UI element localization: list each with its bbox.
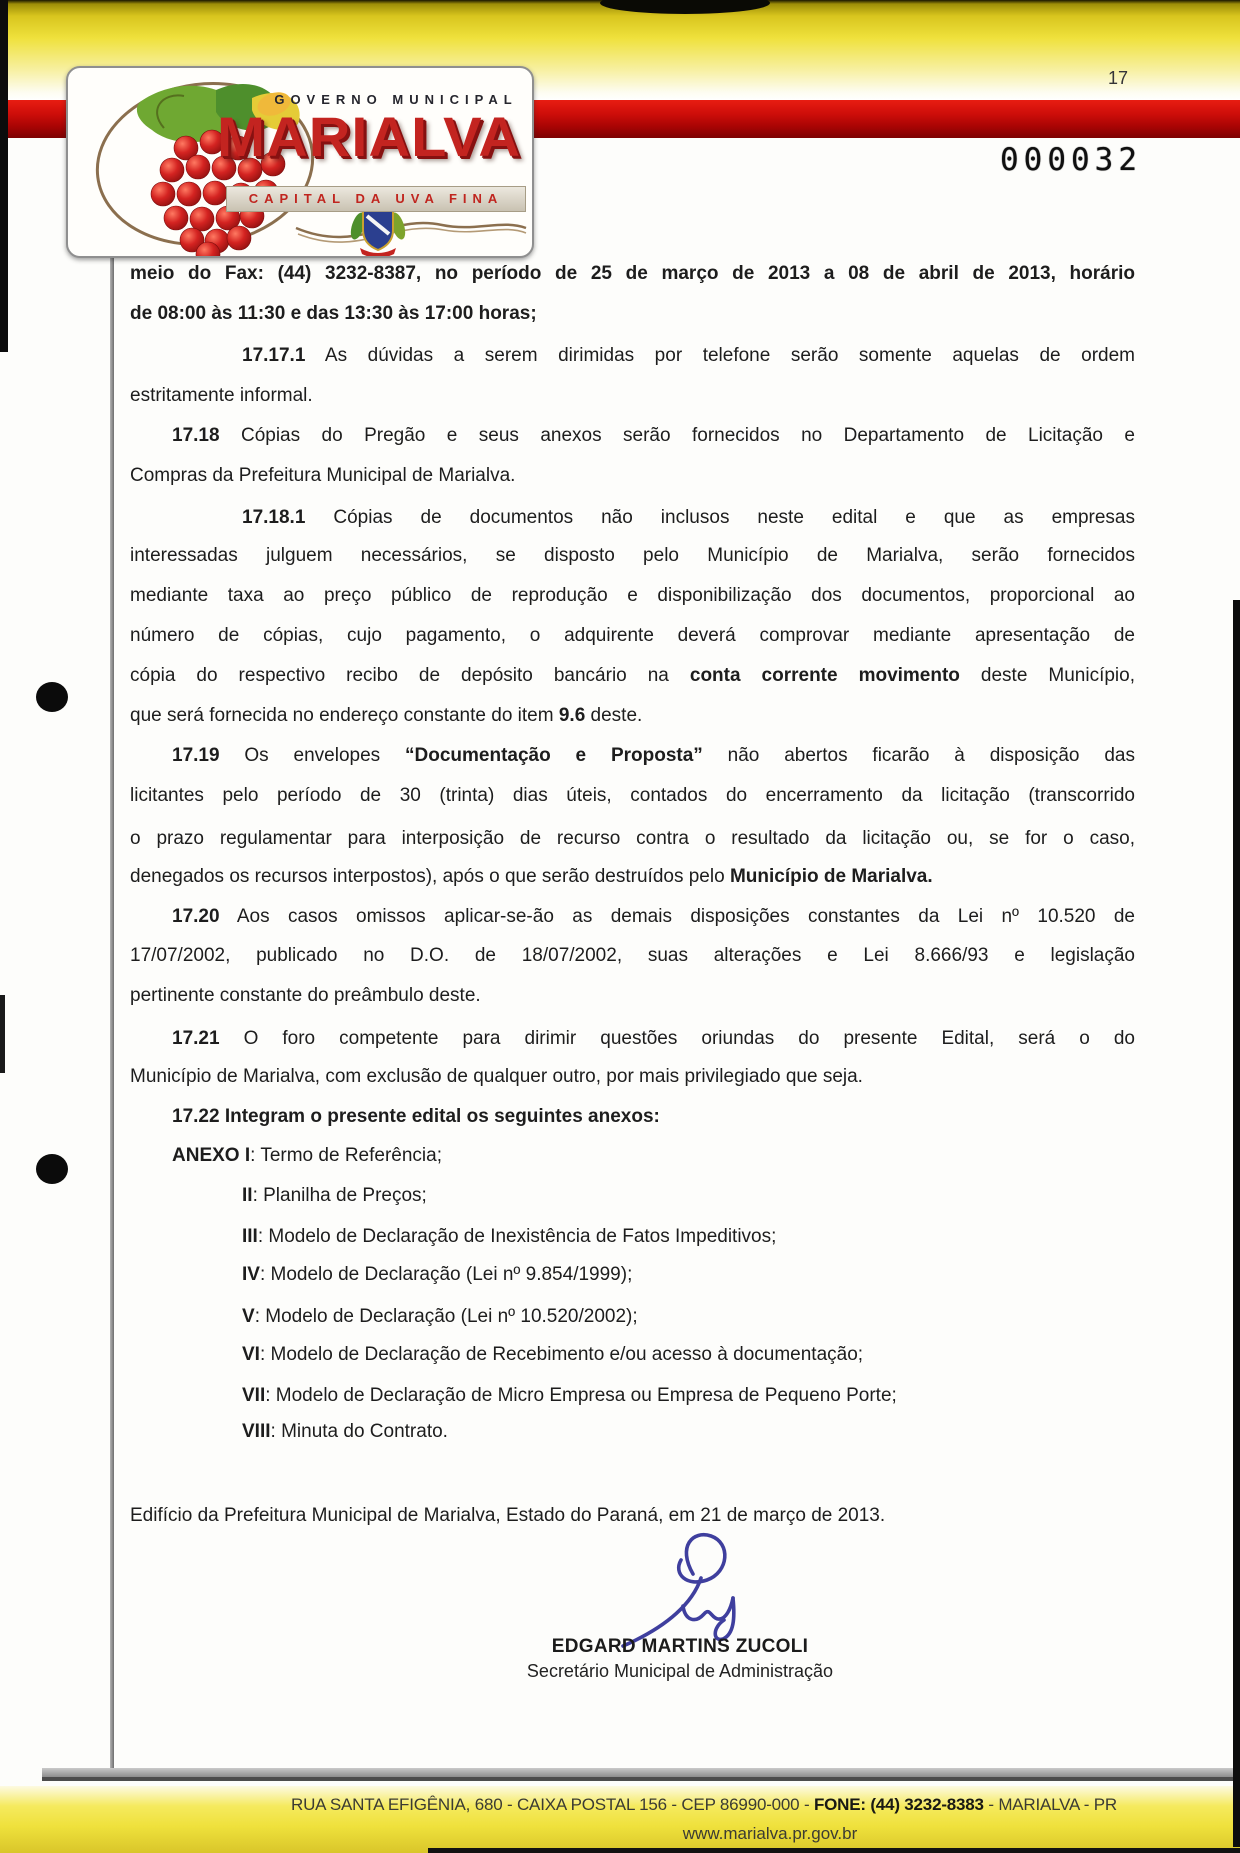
text-line: VII: Modelo de Declaração de Micro Empresa ou Empresa de Pequeno Porte; bbox=[242, 1385, 897, 1406]
text-line: IV: Modelo de Declaração (Lei nº 9.854/1999); bbox=[242, 1264, 633, 1285]
footer-city-state: - MARIALVA - PR bbox=[983, 1795, 1117, 1814]
text-line: 17.22 Integram o presente edital os seguintes anexos: bbox=[172, 1106, 660, 1127]
municipal-logo bbox=[66, 66, 534, 258]
footer-website: www.marialva.pr.gov.br bbox=[682, 1824, 858, 1843]
text-line: estritamente informal. bbox=[130, 385, 313, 406]
text-line: de 08:00 às 11:30 e das 13:30 às 17:00 horas; bbox=[130, 303, 537, 324]
text-line: Edifício da Prefeitura Municipal de Marialva, Estado do Paraná, em 21 de março de 2013. bbox=[130, 1505, 886, 1526]
text-line: 17/07/2002, publicado no D.O. de 18/07/2002, suas alterações e Lei 8.666/93 e legislação bbox=[130, 945, 1135, 966]
hole-punch-dot bbox=[36, 1154, 68, 1184]
footer-address bbox=[0, 1795, 1240, 1815]
hole-punch-dot bbox=[36, 682, 68, 712]
text-line: o prazo regulamentar para interposição de recurso contra o resultado da licitação ou, se for o caso, bbox=[130, 828, 1135, 849]
logo-small-title: GOVERNO MUNICIPAL bbox=[274, 92, 518, 107]
text-line: 17.18.1 Cópias de documentos não inclusos neste edital e que as empresas bbox=[242, 507, 1135, 528]
scan-edge-right bbox=[1233, 600, 1240, 1847]
text-line: denegados os recursos interpostos), após o que serão destruídos pelo Município de Marialva. bbox=[130, 866, 933, 887]
signature-block bbox=[470, 1528, 890, 1682]
text-line: 17.21 O foro competente para dirimir questões oriundas do presente Edital, será o do bbox=[172, 1028, 1135, 1049]
text-line: pertinente constante do preâmbulo deste. bbox=[130, 985, 481, 1006]
page-number: 17 bbox=[1108, 68, 1129, 88]
logo-tagline: CAPITAL DA UVA FINA bbox=[226, 186, 526, 212]
text-line: II: Planilha de Preços; bbox=[242, 1185, 427, 1206]
text-line: cópia do respectivo recibo de depósito bancário na conta corrente movimento deste Município, bbox=[130, 665, 1135, 686]
signature-scribble bbox=[565, 1528, 795, 1650]
signatory-title: Secretário Municipal de Administração bbox=[526, 1661, 834, 1681]
text-line: V: Modelo de Declaração (Lei nº 10.520/2002); bbox=[242, 1306, 638, 1327]
text-line: VIII: Minuta do Contrato. bbox=[242, 1421, 448, 1442]
text-line: mediante taxa ao preço público de reprodução e disponibilização dos documentos, proporcional ao bbox=[130, 585, 1135, 606]
footer-phone: FONE: (44) 3232-8383 bbox=[813, 1795, 984, 1814]
text-line: 17.18 Cópias do Pregão e seus anexos serão fornecidos no Departamento de Licitação e bbox=[172, 425, 1135, 446]
text-line: 17.20 Aos casos omissos aplicar-se-ão as demais disposições constantes da Lei nº 10.520 de bbox=[172, 906, 1135, 927]
document-stamp-number: 000032 bbox=[1000, 142, 1142, 178]
text-line: número de cópias, cujo pagamento, o adquirente deverá comprovar mediante apresentação de bbox=[130, 625, 1135, 646]
text-line: ANEXO I: Termo de Referência; bbox=[172, 1145, 442, 1166]
text-line: Compras da Prefeitura Municipal de Marialva. bbox=[130, 465, 516, 486]
text-line: interessadas julguem necessários, se disposto pelo Município de Marialva, serão fornecidos bbox=[130, 545, 1135, 566]
scan-edge-left-lower bbox=[0, 995, 5, 1073]
signatory-name: EDGARD MARTINS ZUCOLI bbox=[551, 1636, 809, 1657]
content-frame-left-border bbox=[110, 254, 114, 1776]
text-line: 17.17.1 As dúvidas a serem dirimidas por telefone serão somente aquelas de ordem bbox=[242, 345, 1135, 366]
scan-edge-left bbox=[0, 0, 8, 352]
text-line: meio do Fax: (44) 3232-8387, no período de 25 de março de 2013 a 08 de abril de 2013, horário bbox=[130, 263, 1135, 284]
content-frame-bottom-border bbox=[42, 1768, 1240, 1777]
text-line: VI: Modelo de Declaração de Recebimento e/ou acesso à documentação; bbox=[242, 1344, 864, 1365]
text-line: que será fornecida no endereço constante do item 9.6 deste. bbox=[130, 705, 643, 726]
text-line: licitantes pelo período de 30 (trinta) dias úteis, contados do encerramento da licitação (transcorrido bbox=[130, 785, 1135, 806]
scan-edge-bottom bbox=[428, 1848, 1240, 1853]
text-line: 17.19 Os envelopes “Documentação e Proposta” não abertos ficarão à disposição das bbox=[172, 745, 1135, 766]
footer-address-text: RUA SANTA EFIGÊNIA, 680 - CAIXA POSTAL 156 - CEP 86990-000 - bbox=[291, 1795, 814, 1814]
content-frame-bottom-shadow bbox=[42, 1777, 1240, 1781]
logo-city-name: MARIALVA bbox=[216, 105, 522, 168]
text-line: III: Modelo de Declaração de Inexistência de Fatos Impeditivos; bbox=[242, 1226, 777, 1247]
text-line: Município de Marialva, com exclusão de qualquer outro, por mais privilegiado que seja. bbox=[130, 1066, 863, 1087]
